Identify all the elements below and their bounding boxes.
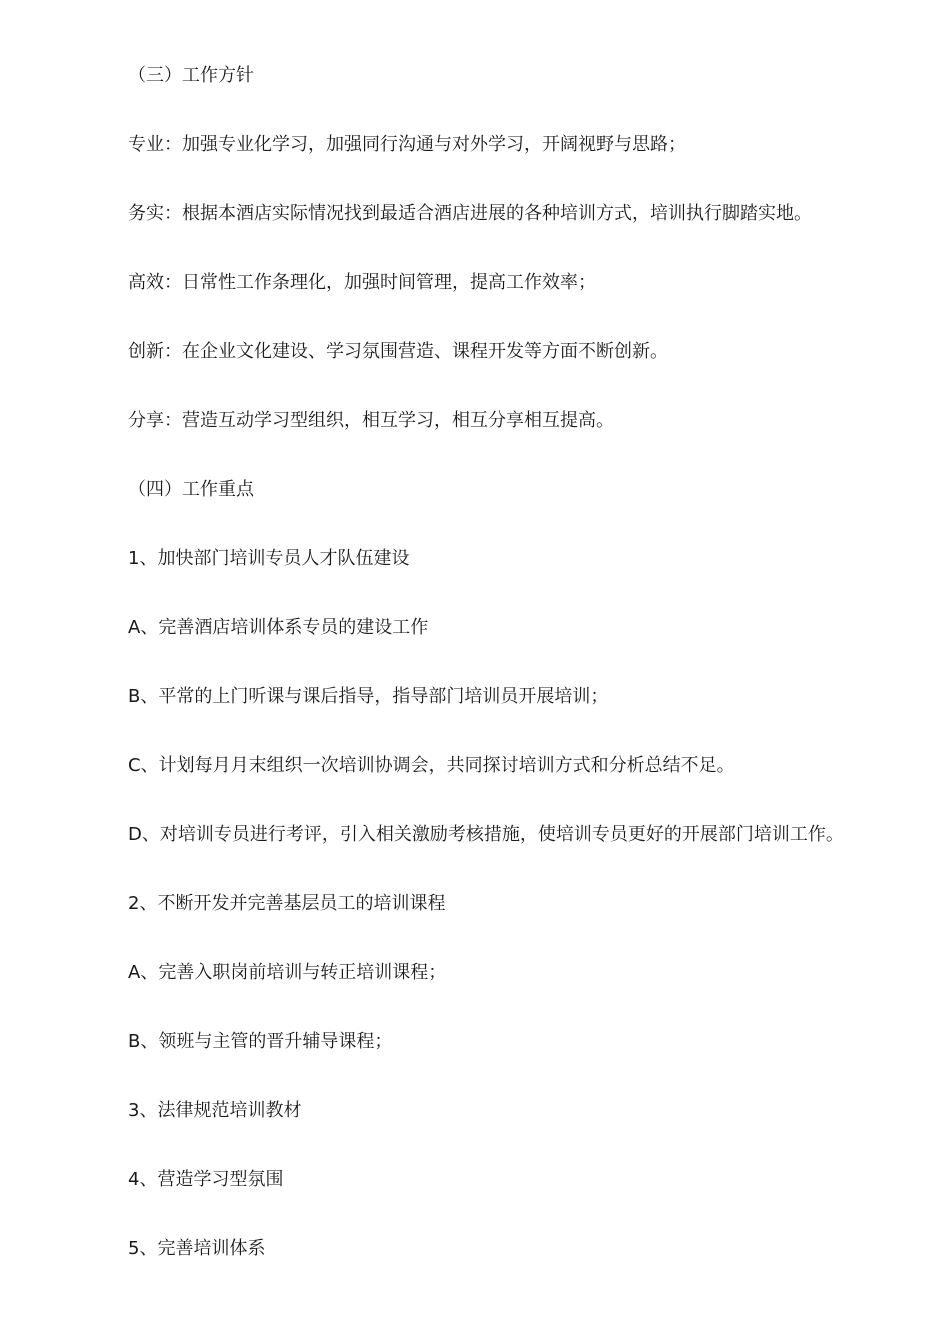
focus-item-2a: A、完善入职岗前培训与转正培训课程； (128, 962, 447, 983)
section-heading-focus: （四）工作重点 (128, 479, 254, 500)
focus-item-4: 4、营造学习型氛围 (128, 1169, 284, 1190)
policy-innovation: 创新：在企业文化建设、学习氛围营造、课程开发等方面不断创新。 (128, 341, 668, 362)
policy-sharing: 分享：营造互动学习型组织，相互学习，相互分享相互提高。 (128, 410, 614, 431)
focus-item-1c: C、计划每月月末组织一次培训协调会，共同探讨培训方式和分析总结不足。 (128, 755, 735, 776)
focus-item-5: 5、完善培训体系 (128, 1238, 266, 1259)
focus-item-1b: B、平常的上门听课与课后指导，指导部门培训员开展培训； (128, 686, 609, 707)
focus-item-1d: D、对培训专员进行考评，引入相关激励考核措施，使培训专员更好的开展部门培训工作。 (128, 824, 844, 845)
focus-item-3: 3、法律规范培训教材 (128, 1100, 302, 1121)
section-heading-policy: （三）工作方针 (128, 65, 254, 86)
focus-item-1a: A、完善酒店培训体系专员的建设工作 (128, 617, 429, 638)
policy-professional: 专业：加强专业化学习，加强同行沟通与对外学习，开阔视野与思路； (128, 134, 686, 155)
policy-efficient: 高效：日常性工作条理化，加强时间管理，提高工作效率； (128, 272, 596, 293)
policy-practical: 务实：根据本酒店实际情况找到最适合酒店进展的各种培训方式，培训执行脚踏实地。 (128, 203, 812, 224)
focus-item-1: 1、加快部门培训专员人才队伍建设 (128, 548, 410, 569)
focus-item-2: 2、不断开发并完善基层员工的培训课程 (128, 893, 446, 914)
focus-item-2b: B、领班与主管的晋升辅导课程； (128, 1031, 393, 1052)
